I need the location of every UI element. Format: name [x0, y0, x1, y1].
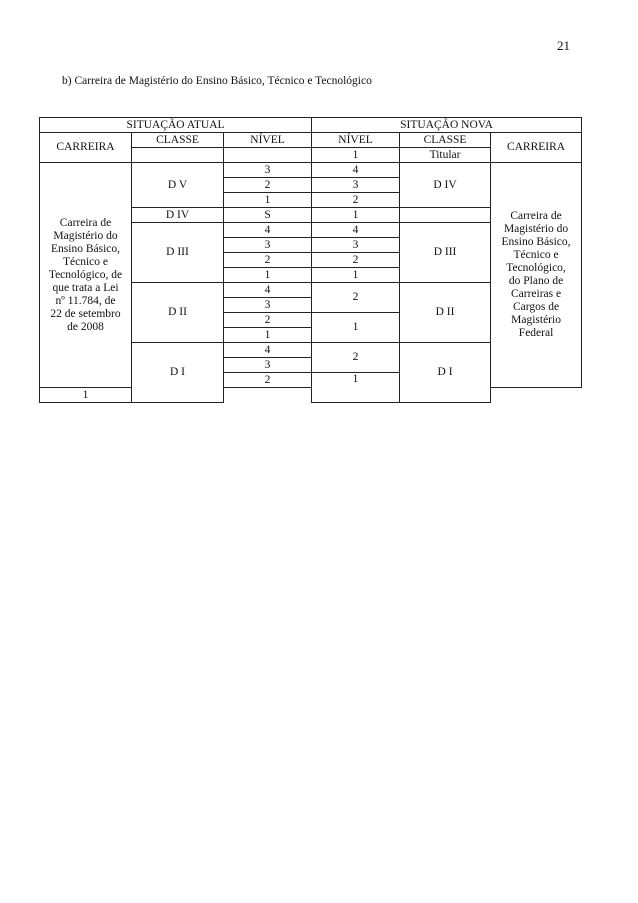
header-nivel-right: NÍVEL [312, 133, 400, 148]
header-situacao-nova: SITUAÇÃO NOVA [312, 118, 582, 133]
level-old: S [224, 208, 312, 223]
carreira-atual-cell: Carreira de Magistério do Ensino Básico, Técnico e Tecnológico, de que trata a Lei nº 11.784, de 22 de setembro de 2008 [40, 163, 132, 388]
class-old-dii: D II [132, 283, 224, 343]
level-new: 4 [312, 163, 400, 178]
class-new-dii: D II [400, 283, 491, 343]
level-new: 3 [312, 238, 400, 253]
header-carreira-right: CARREIRA [491, 133, 582, 163]
level-old: 4 [224, 343, 312, 358]
level-old: 2 [224, 373, 312, 388]
level-new: 1 [312, 373, 400, 403]
level-new: 2 [312, 253, 400, 268]
class-old-diii: D III [132, 223, 224, 283]
level-old: 4 [224, 223, 312, 238]
nivel-titular: 1 [312, 148, 400, 163]
header-classe-right: CLASSE [400, 133, 491, 148]
class-new-div: D IV [400, 163, 491, 208]
class-old-dv: D V [132, 163, 224, 208]
level-new: 2 [312, 283, 400, 313]
class-new-diii: D III [400, 223, 491, 283]
level-old: 3 [224, 298, 312, 313]
header-carreira-left: CARREIRA [40, 133, 132, 163]
career-table [39, 117, 582, 403]
level-old: 2 [224, 253, 312, 268]
level-old: 1 [224, 193, 312, 208]
header-classe-left: CLASSE [132, 133, 224, 148]
level-new: 1 [312, 313, 400, 343]
level-old: 1 [224, 328, 312, 343]
level-old: 3 [224, 358, 312, 373]
header-empty [132, 148, 224, 163]
section-title: b) Carreira de Magistério do Ensino Básico, Técnico e Tecnológico [62, 75, 372, 87]
header-situacao-atual: SITUAÇÃO ATUAL [40, 118, 312, 133]
class-new-di: D I [400, 343, 491, 403]
level-old: 4 [224, 283, 312, 298]
header-empty [224, 148, 312, 163]
level-new: 3 [312, 178, 400, 193]
class-old-di: D I [132, 343, 224, 403]
level-old: 1 [40, 388, 132, 403]
level-old: 3 [224, 238, 312, 253]
level-old: 3 [224, 163, 312, 178]
header-nivel-left: NÍVEL [224, 133, 312, 148]
level-new: 4 [312, 223, 400, 238]
level-new: 1 [312, 208, 400, 223]
page-number: 21 [557, 38, 570, 53]
level-new: 2 [312, 193, 400, 208]
level-old: 2 [224, 178, 312, 193]
level-new: 1 [312, 268, 400, 283]
level-old: 2 [224, 313, 312, 328]
class-old-div: D IV [132, 208, 224, 223]
classe-titular: Titular [400, 148, 491, 163]
level-new: 2 [312, 343, 400, 373]
level-old: 1 [224, 268, 312, 283]
carreira-nova-cell: Carreira de Magistério do Ensino Básico, Técnico e Tecnológico, do Plano de Carreiras e Cargos de Magistério Federal [491, 163, 582, 388]
